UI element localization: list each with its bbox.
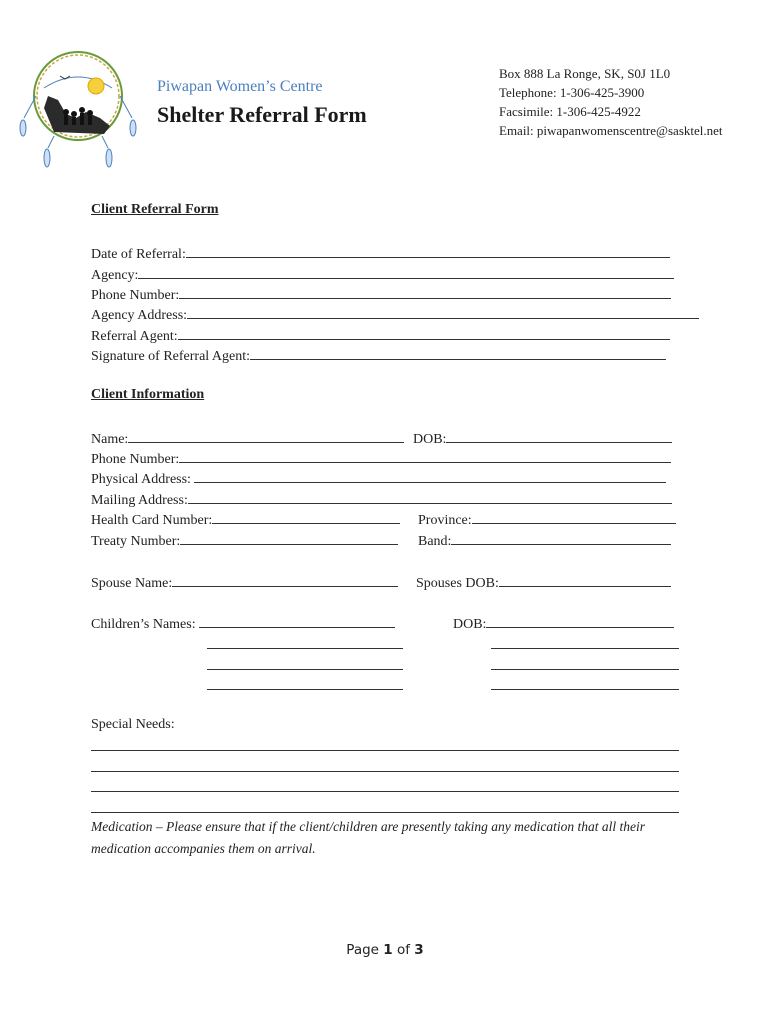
physical-address-line[interactable] <box>194 468 666 483</box>
band-label: Band: <box>418 534 452 549</box>
dob-field[interactable] <box>413 428 672 448</box>
province-line[interactable] <box>472 509 676 524</box>
mailing-address-label: Mailing Address: <box>91 493 188 508</box>
children-name-line[interactable] <box>207 655 403 670</box>
special-needs-line[interactable] <box>91 736 679 751</box>
agency-line[interactable] <box>138 264 674 279</box>
spouse-name-field[interactable] <box>91 572 398 592</box>
children-dob-field[interactable] <box>453 613 674 633</box>
physical-address-field[interactable] <box>91 468 666 488</box>
client-phone-line[interactable] <box>179 448 671 463</box>
province-label: Province: <box>418 513 472 528</box>
children-dob-label: DOB: <box>453 617 487 632</box>
dob-label: DOB: <box>413 432 447 447</box>
special-needs-line[interactable] <box>91 798 679 813</box>
name-label: Name: <box>91 432 129 447</box>
treaty-number-line[interactable] <box>180 530 398 545</box>
treaty-number-field[interactable] <box>91 530 398 550</box>
name-field[interactable] <box>91 428 404 448</box>
children-name-line[interactable] <box>199 613 395 628</box>
contact-fax: Facsimile: 1-306-425-4922 <box>499 104 641 119</box>
contact-email: Email: piwapanwomenscentre@sasktel.net <box>499 123 723 138</box>
date-of-referral-label: Date of Referral: <box>91 247 186 262</box>
children-names-field[interactable] <box>91 613 395 633</box>
organization-name: Piwapan Women’s Centre <box>157 78 323 95</box>
agency-phone-label: Phone Number: <box>91 288 180 303</box>
signature-line[interactable] <box>250 345 666 360</box>
dob-line[interactable] <box>446 428 672 443</box>
special-needs-line[interactable] <box>91 777 679 792</box>
children-dob-line[interactable] <box>491 675 679 690</box>
children-name-line[interactable] <box>207 634 403 649</box>
spouse-name-line[interactable] <box>172 572 398 587</box>
page-word: Page <box>346 942 379 958</box>
page-number: 1 <box>383 942 393 958</box>
spouse-dob-label: Spouses DOB: <box>416 576 499 591</box>
referral-agent-field[interactable] <box>91 325 670 345</box>
province-field[interactable] <box>418 509 676 529</box>
client-phone-label: Phone Number: <box>91 452 180 467</box>
health-card-field[interactable] <box>91 509 400 529</box>
contact-address: Box 888 La Ronge, SK, S0J 1L0 <box>499 66 671 81</box>
band-field[interactable] <box>418 530 671 550</box>
children-dob-line[interactable] <box>491 655 679 670</box>
referral-heading: Client Referral Form <box>91 202 219 217</box>
children-dob-line[interactable] <box>486 613 674 628</box>
children-names-label: Children’s Names: <box>91 617 196 632</box>
spouse-name-label: Spouse Name: <box>91 576 173 591</box>
special-needs-line[interactable] <box>91 757 679 772</box>
referral-agent-line[interactable] <box>178 325 670 340</box>
special-needs-label: Special Needs: <box>91 717 175 732</box>
date-of-referral-line[interactable] <box>186 243 670 258</box>
agency-phone-field[interactable] <box>91 284 671 304</box>
band-line[interactable] <box>451 530 671 545</box>
dreamcatcher-logo <box>14 38 142 178</box>
agency-field[interactable] <box>91 264 674 284</box>
medication-note: Medication – Please ensure that if the client/children are presently taking any medication that all their medication accompanies them on arrival. <box>91 819 646 856</box>
signature-field[interactable] <box>91 345 666 365</box>
client-phone-field[interactable] <box>91 448 671 468</box>
mailing-address-field[interactable] <box>91 489 672 509</box>
contact-block <box>499 64 723 140</box>
of-word: of <box>396 942 410 958</box>
form-title: Shelter Referral Form <box>157 102 367 127</box>
children-name-line[interactable] <box>207 675 403 690</box>
client-info-heading: Client Information <box>91 387 205 402</box>
agency-phone-line[interactable] <box>179 284 671 299</box>
spouse-dob-field[interactable] <box>416 572 671 592</box>
agency-address-field[interactable] <box>91 304 699 324</box>
signature-label: Signature of Referral Agent: <box>91 349 251 364</box>
page-total: 3 <box>414 942 424 958</box>
spouse-dob-line[interactable] <box>499 572 671 587</box>
agency-label: Agency: <box>91 268 139 283</box>
treaty-number-label: Treaty Number: <box>91 534 181 549</box>
referral-agent-label: Referral Agent: <box>91 329 178 344</box>
children-dob-line[interactable] <box>491 634 679 649</box>
contact-telephone: Telephone: 1-306-425-3900 <box>499 85 645 100</box>
date-of-referral-field[interactable] <box>91 243 670 263</box>
agency-address-line[interactable] <box>187 304 699 319</box>
page-indicator <box>0 942 770 958</box>
health-card-line[interactable] <box>212 509 400 524</box>
health-card-label: Health Card Number: <box>91 513 213 528</box>
mailing-address-line[interactable] <box>188 489 672 504</box>
physical-address-label: Physical Address: <box>91 472 191 487</box>
agency-address-label: Agency Address: <box>91 308 188 323</box>
name-line[interactable] <box>128 428 404 443</box>
